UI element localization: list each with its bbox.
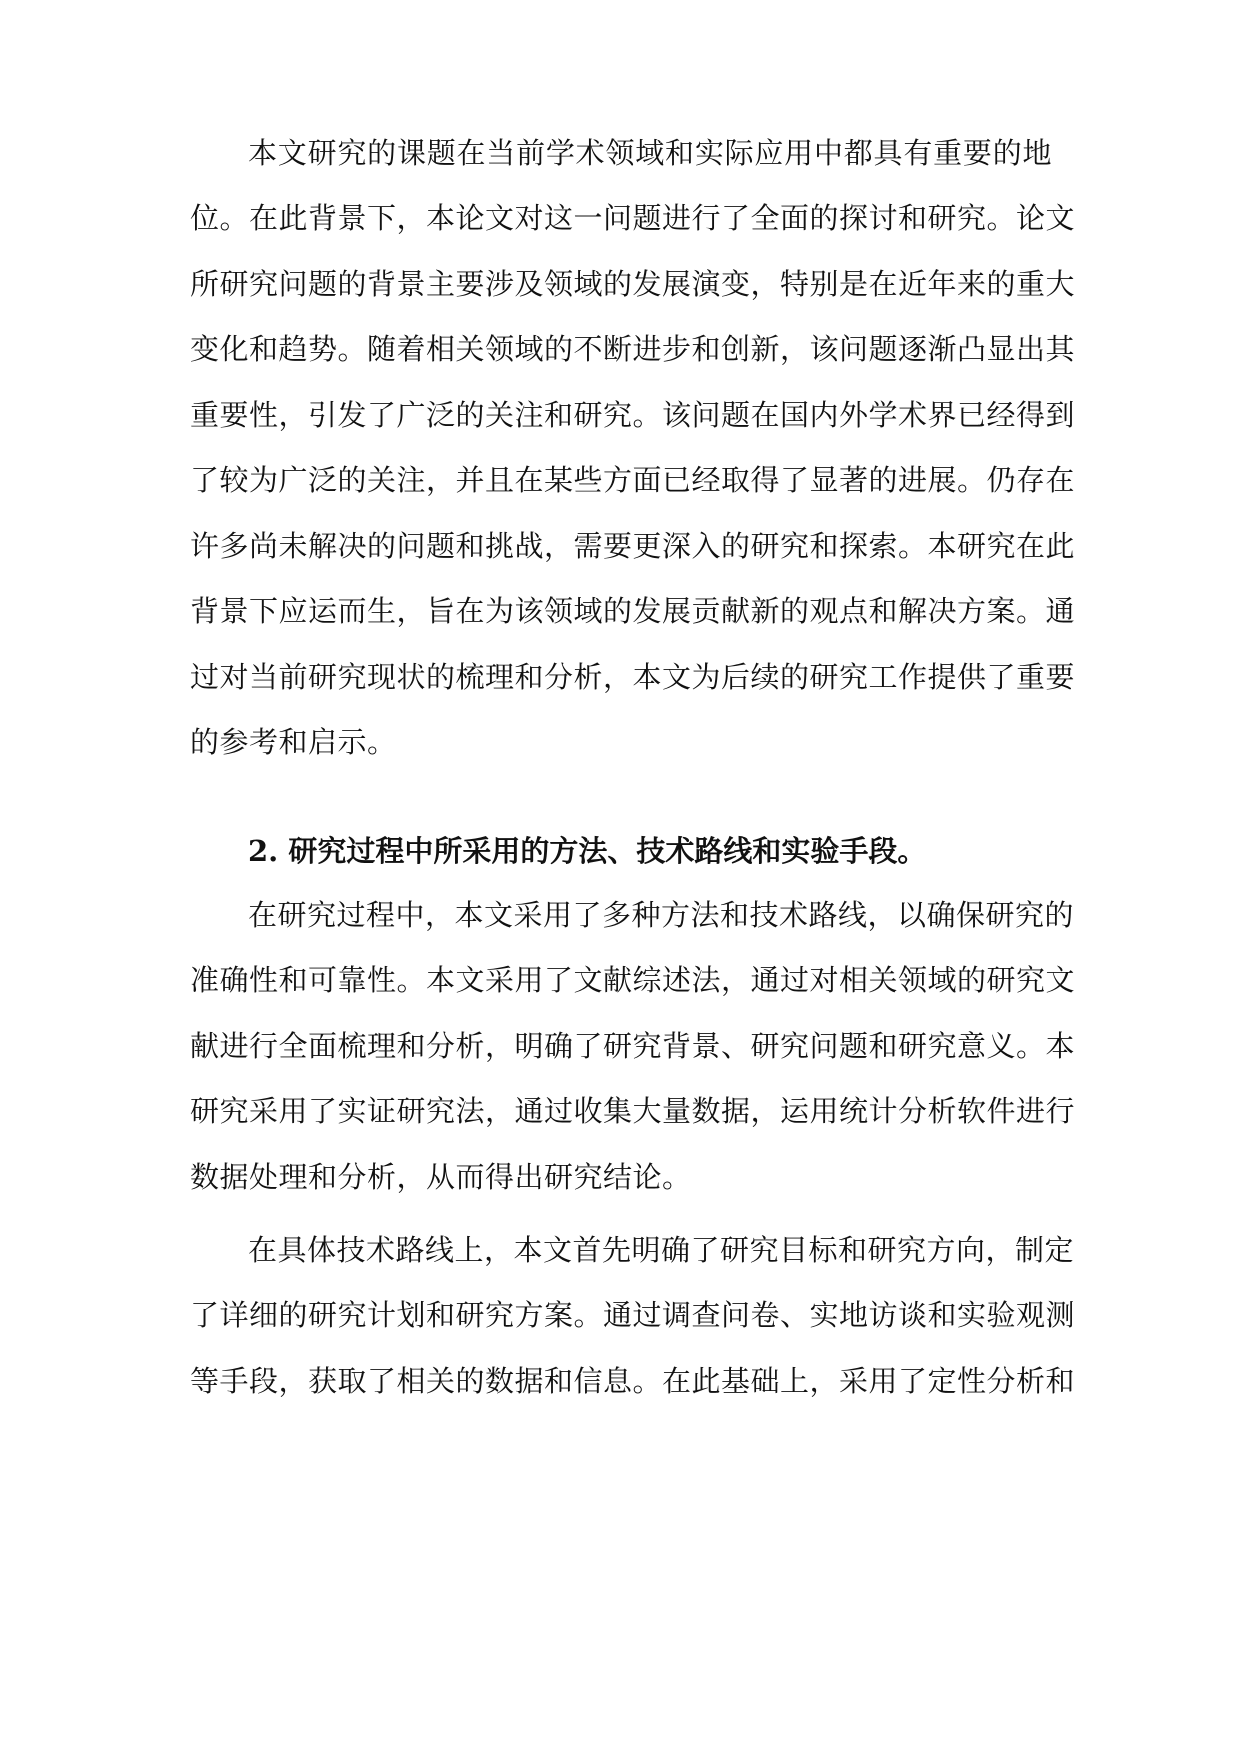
paragraph-2-line-5: 数据处理和分析，从而得出研究结论。 <box>190 1160 692 1194</box>
paragraph-2-line-2: 准确性和可靠性。本文采用了文献综述法，通过对相关领域的研究文 <box>190 963 1076 997</box>
paragraph-2-line-4: 研究采用了实证研究法，通过收集大量数据，运用统计分析软件进行 <box>190 1094 1076 1128</box>
paragraph-1-line-1: 本文研究的课题在当前学术领域和实际应用中都具有重要的地 <box>248 136 1052 170</box>
paragraph-3-line-1: 在具体技术路线上，本文首先明确了研究目标和研究方向，制定 <box>248 1233 1075 1267</box>
paragraph-1-line-3: 所研究问题的背景主要涉及领域的发展演变，特别是在近年来的重大 <box>190 267 1076 301</box>
section-heading: 2. 研究过程中所采用的方法、技术路线和实验手段。 <box>248 834 927 868</box>
paragraph-2-line-1: 在研究过程中，本文采用了多种方法和技术路线，以确保研究的 <box>248 898 1075 932</box>
paragraph-2-line-3: 献进行全面梳理和分析，明确了研究背景、研究问题和研究意义。本 <box>190 1029 1076 1063</box>
paragraph-1-line-10: 的参考和启示。 <box>190 725 397 759</box>
paragraph-1-line-4: 变化和趋势。随着相关领域的不断进步和创新，该问题逐渐凸显出其 <box>190 332 1076 366</box>
paragraph-1-line-5: 重要性，引发了广泛的关注和研究。该问题在国内外学术界已经得到 <box>190 398 1076 432</box>
paragraph-1-line-2: 位。在此背景下，本论文对这一问题进行了全面的探讨和研究。论文 <box>190 201 1076 235</box>
paragraph-3-line-2: 了详细的研究计划和研究方案。通过调查问卷、实地访谈和实验观测 <box>190 1298 1076 1332</box>
paragraph-3-line-3: 等手段，获取了相关的数据和信息。在此基础上，采用了定性分析和 <box>190 1364 1076 1398</box>
paragraph-1-line-9: 过对当前研究现状的梳理和分析，本文为后续的研究工作提供了重要 <box>190 660 1076 694</box>
paragraph-1-line-6: 了较为广泛的关注，并且在某些方面已经取得了显著的进展。仍存在 <box>190 463 1076 497</box>
paragraph-1-line-8: 背景下应运而生，旨在为该领域的发展贡献新的观点和解决方案。通 <box>190 594 1076 628</box>
paragraph-1-line-7: 许多尚未解决的问题和挑战，需要更深入的研究和探索。本研究在此 <box>190 529 1076 563</box>
